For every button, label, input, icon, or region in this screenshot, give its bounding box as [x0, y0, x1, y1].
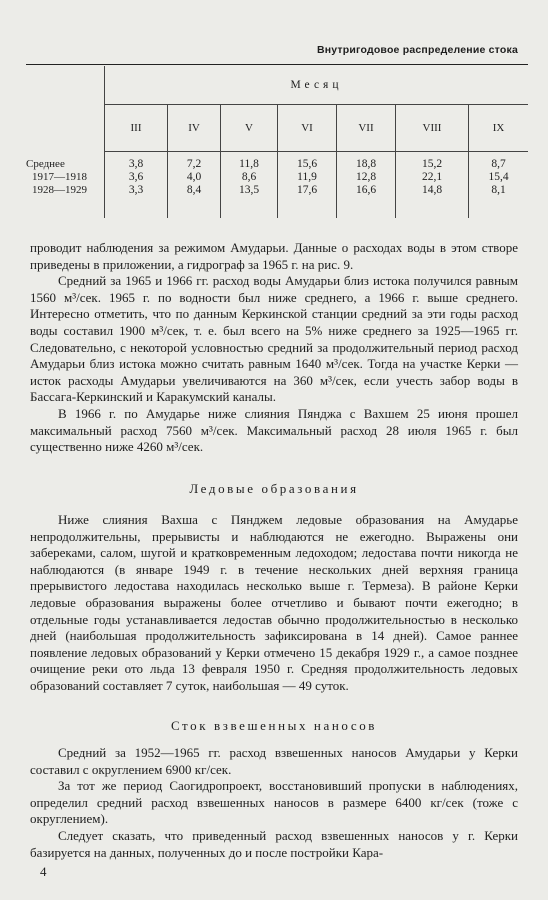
column-header-VIII: VIII	[396, 105, 469, 152]
paragraph: За тот же период Саогидропроект, восстановивший пропуски в наблюдениях, определил средний расход взвешенных наносов в размере 6400 кг/сек (тоже с округлением).	[30, 778, 518, 827]
values-IV	[168, 152, 221, 218]
values-VII	[337, 152, 396, 218]
table-cell: 8,1	[491, 184, 506, 196]
column-header-V: V	[221, 105, 278, 152]
table-cell: 17,6	[296, 184, 318, 196]
table-cell: 22,1	[421, 171, 443, 183]
page-number: 4	[40, 864, 47, 879]
table-cell: 18,8	[355, 158, 377, 170]
table-top-rule	[26, 64, 528, 65]
column-header-VII: VII	[337, 105, 396, 152]
table-cell: 15,2	[421, 158, 443, 170]
paragraph: Средний за 1952—1965 гг. расход взвешенных наносов Амударьи у Керки составил с округлением 6900 кг/сек.	[30, 745, 518, 777]
row-label-1928-1929: 1928—1929	[32, 183, 87, 196]
values-III	[105, 152, 168, 218]
table-cell: 16,6	[355, 184, 377, 196]
text-block-river-flow	[30, 240, 518, 456]
table-cell: 8,4	[186, 184, 202, 196]
row-label-mean: Среднее	[26, 157, 65, 170]
section-heading-ice: Ледовые образования	[189, 481, 359, 496]
paragraph: В 1966 г. по Амударье ниже слияния Пянджа с Вахшем 25 июня прошел максимальный расход 7560 м³/сек. Максимальный расход 28 июля 1965 г. был существенно ниже 4260 м³/сек.	[30, 405, 518, 455]
paragraph: Средний за 1965 и 1966 гг. расход воды Амударьи близ истока получился равным 1560 м³/сек. 1965 г. по водности был ниже среднего, а 1966 г. выше среднего. Интересно отметить, что по данным Керкинской станции средний за эти годы расход воды составил 1900 м³/сек, т. е. был всего на 5% ниже среднего за 1925—1965 гг. Следовательно, с некоторой условностью средний за продолжительный период расход Амударьи близ истока можно считать равным 1640 м³/сек. Тогда на участке Керки — исток расходы Амударьи увеличиваются на 360 м³/сек, если учесть забор воды в Бассага-Керкинский и Каракумский каналы.	[30, 273, 518, 405]
table-cell: 4,0	[186, 171, 202, 183]
table-stub-header	[26, 66, 105, 152]
running-header: Внутригодовое распределение стока	[316, 44, 518, 56]
paragraph: проводит наблюдения за режимом Амударьи. Данные о расходах воды в этом створе приведены в приложении, а гидрограф за 1965 г. на рис. 9.	[30, 240, 518, 272]
row-label-1917-1918: 1917—1918	[32, 170, 87, 183]
values-V	[221, 152, 278, 218]
column-header-VI: VI	[278, 105, 337, 152]
table-cell: 3,3	[128, 184, 144, 196]
values-IX	[469, 152, 529, 218]
table-cell: 3,6	[128, 171, 144, 183]
values-VI	[278, 152, 337, 218]
table-group-header: Месяц	[105, 66, 529, 105]
paragraph: Ниже слияния Вахша с Пянджем ледовые образования на Амударье непродолжительны, прерывисты и наблюдаются не ежегодно. Выражены они забереками, салом, шугой и кратковременным ледоходом; ледостава почти никогда не наблюдаются (в январе 1949 г. в течение нескольких дней верхняя граница прерывистого ледостава находилась несколько выше г. Термеза). В районе Керки ледовые образования выражены более отчетливо и бывают почти ежегодно; в отдельные годы устанавливается ледостав обычно продолжительностью в несколько дней (наибольшая продолжительность зафиксирована в 14 дней). Самое раннее появление ледовых образований у Керки отмечено 15 декабря 1929 г., а самое позднее очищение реки ото льда 13 февраля 1950 г. Средняя продолжительность ледовых образований составляет 7 суток, наибольшая — 49 суток.	[30, 512, 518, 693]
table-cell: 3,8	[128, 158, 144, 170]
table-cell: 12,8	[355, 171, 377, 183]
flow-distribution-table	[26, 66, 528, 218]
table-cell: 11,8	[239, 158, 259, 170]
column-header-IX: IX	[469, 105, 529, 152]
paragraph: Следует сказать, что приведенный расход взвешенных наносов у г. Керки базируется на данных, полученных до и после постройки Кара-	[30, 827, 518, 860]
text-block-ice	[30, 512, 518, 695]
column-header-III: III	[105, 105, 168, 152]
table-cell: 8,6	[241, 171, 257, 183]
table-cell: 13,5	[238, 184, 260, 196]
table-cell: 15,6	[296, 158, 318, 170]
values-VIII	[396, 152, 469, 218]
table-cell: 8,7	[491, 158, 506, 170]
table-cell: 7,2	[186, 158, 202, 170]
table-cell: 14,8	[421, 184, 443, 196]
table-cell: 15,4	[488, 171, 509, 183]
section-heading-sediment: Сток взвешенных наносов	[170, 718, 378, 733]
column-header-IV: IV	[168, 105, 221, 152]
text-block-sediment	[30, 745, 518, 861]
table-cell: 11,9	[297, 171, 317, 183]
row-labels	[26, 152, 105, 218]
